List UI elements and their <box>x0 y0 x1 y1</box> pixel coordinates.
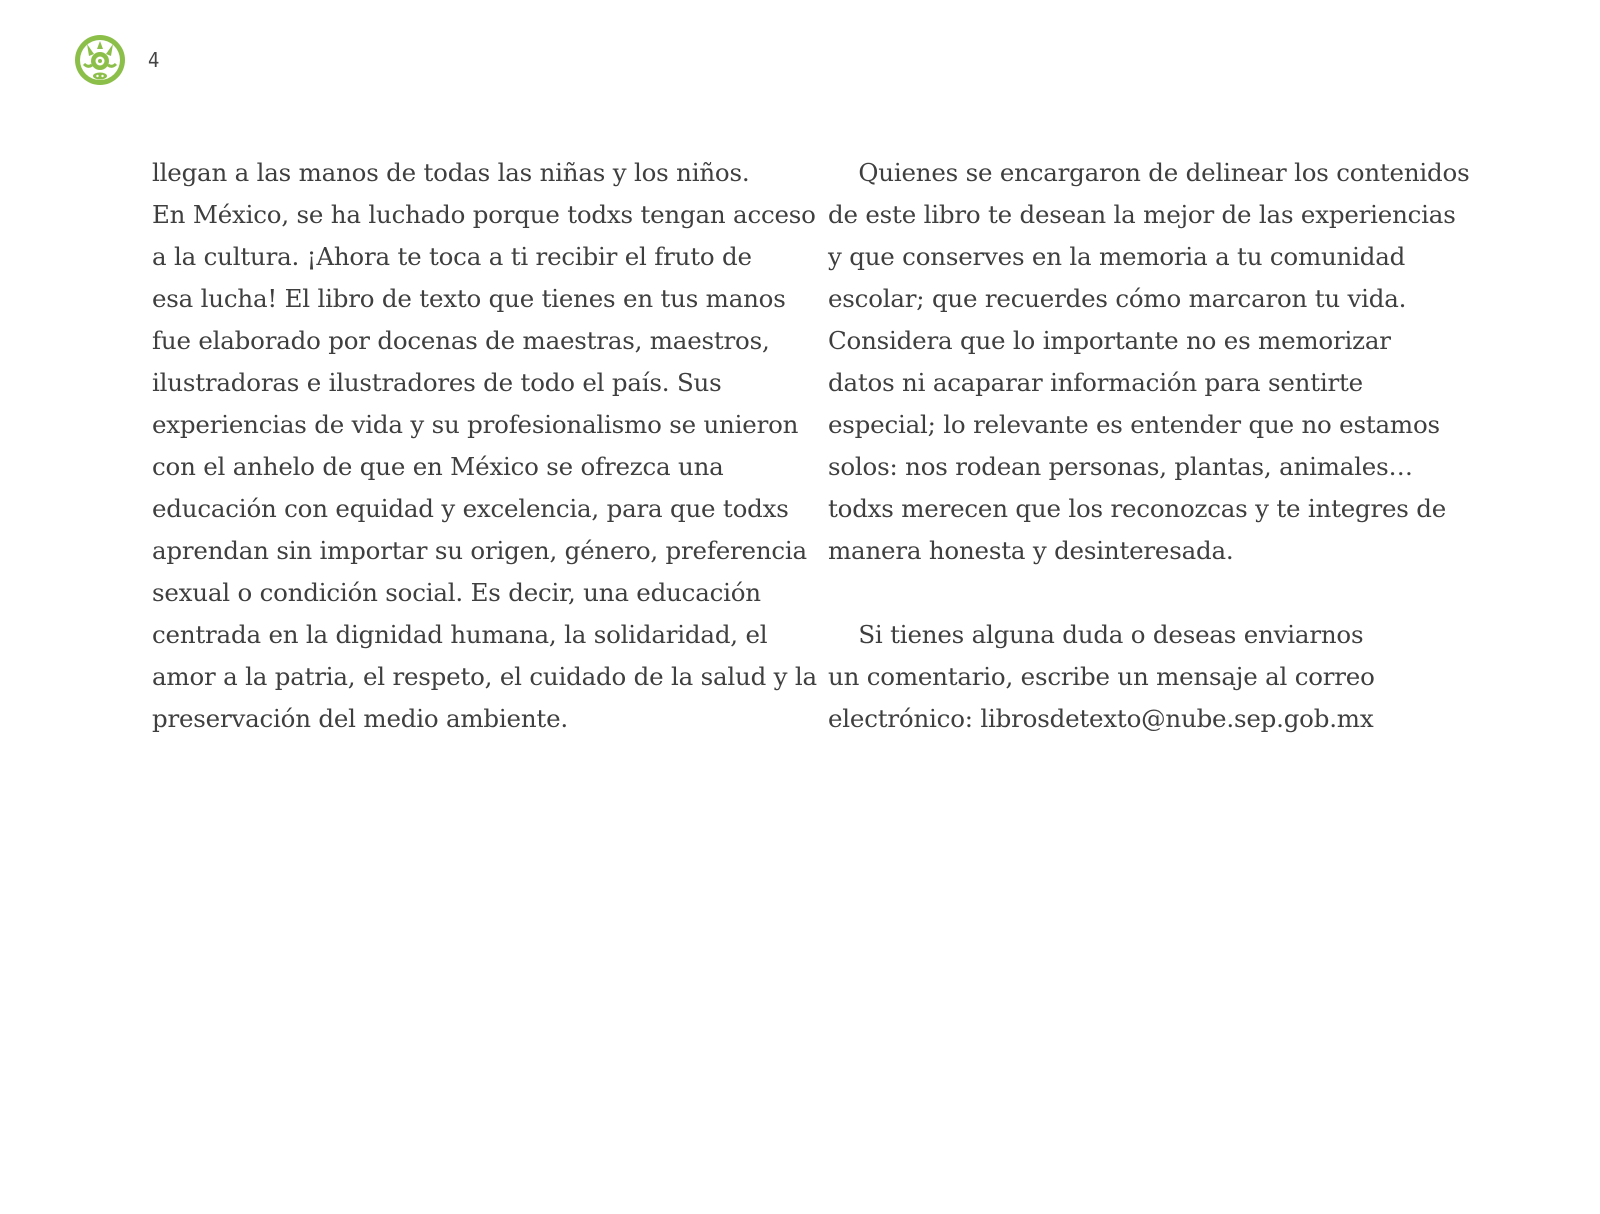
text-line: En México, se ha luchado porque todxs tengan acceso <box>152 200 816 229</box>
text-line: especial; lo relevante es entender que no estamos <box>828 410 1440 439</box>
text-line: ilustradoras e ilustradores de todo el país. Sus <box>152 368 722 397</box>
text-line: educación con equidad y excelencia, para que todxs <box>152 494 789 523</box>
text-line: experiencias de vida y su profesionalismo se unieron <box>152 410 799 439</box>
page-number: 4 <box>148 48 160 72</box>
text-line: de este libro te desean la mejor de las experiencias <box>828 200 1456 229</box>
text-line: llegan a las manos de todas las niñas y los niños. <box>152 158 750 187</box>
left-column-text <box>152 152 817 740</box>
text-line: preservación del medio ambiente. <box>152 704 568 733</box>
text-line: esa lucha! El libro de texto que tienes en tus manos <box>152 284 786 313</box>
text-line: centrada en la dignidad humana, la solidaridad, el <box>152 620 768 649</box>
text-line: aprendan sin importar su origen, género, preferencia <box>152 536 807 565</box>
text-line: un comentario, escribe un mensaje al correo <box>828 662 1375 691</box>
text-line: con el anhelo de que en México se ofrezca una <box>152 452 724 481</box>
text-line: manera honesta y desinteresada. <box>828 536 1234 565</box>
text-line: y que conserves en la memoria a tu comunidad <box>828 242 1406 271</box>
text-line: Quienes se encargaron de delinear los contenidos <box>828 158 1470 187</box>
contact-email-line: electrónico: librosdetexto@nube.sep.gob.mx <box>828 704 1374 733</box>
text-line: Si tienes alguna duda o deseas enviarnos <box>828 620 1364 649</box>
text-line: datos ni acaparar información para sentirte <box>828 368 1363 397</box>
sep-logo-icon <box>74 34 126 86</box>
text-line: Considera que lo importante no es memorizar <box>828 326 1391 355</box>
right-column-text <box>828 152 1488 740</box>
text-line: escolar; que recuerdes cómo marcaron tu vida. <box>828 284 1407 313</box>
paragraph-spacer <box>828 572 1488 614</box>
text-line: fue elaborado por docenas de maestras, maestros, <box>152 326 770 355</box>
paragraph-contents-authors <box>828 152 1488 572</box>
text-line: a la cultura. ¡Ahora te toca a ti recibir el fruto de <box>152 242 752 271</box>
page-header <box>74 34 159 86</box>
text-line: amor a la patria, el respeto, el cuidado de la salud y la <box>152 662 817 691</box>
text-line: solos: nos rodean personas, plantas, animales… <box>828 452 1413 481</box>
text-line: sexual o condición social. Es decir, una educación <box>152 578 761 607</box>
paragraph-contact <box>828 614 1488 740</box>
text-line: todxs merecen que los reconozcas y te integres de <box>828 494 1447 523</box>
